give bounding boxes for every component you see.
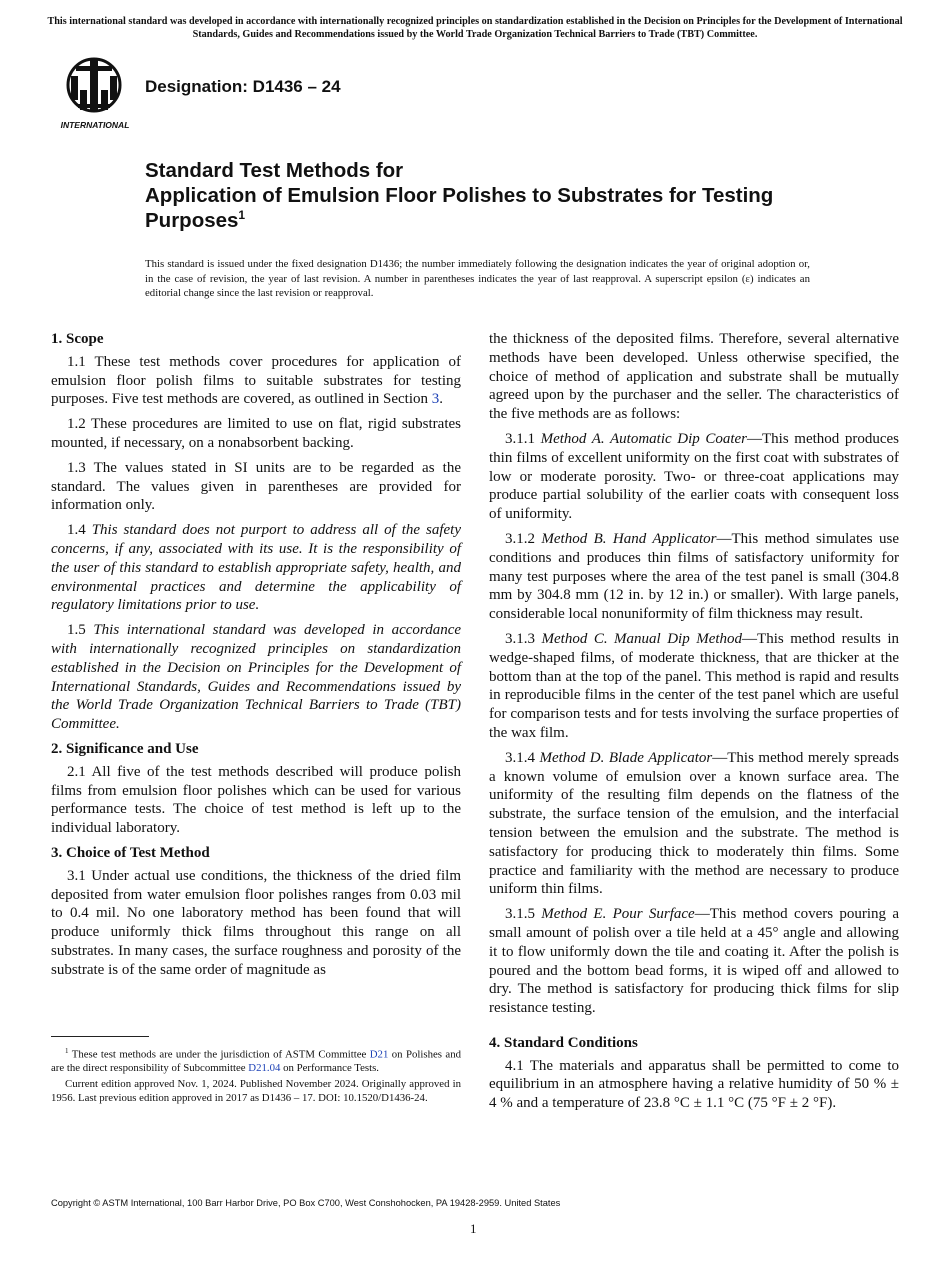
- section-heading-conditions: 4. Standard Conditions: [489, 1034, 638, 1051]
- paragraph-1-5: 1.5 This international standard was developed in accordance with internationally recognized principles on standardization established in the Decision on Principles for the Development of International Standards, Guides and Recommendations issued by the World Trade Organization Technical Barriers to Trade (TBT) Committee.: [51, 622, 462, 733]
- title-line-1: Standard Test Methods for: [145, 159, 404, 182]
- paragraph-4-1: 4.1 The materials and apparatus shall be permitted to come to equilibrium in an atmosphere having a relative humidity of 50 % ± 4 % and a temperature of 23.8 °C ± 1.1 °C (75 °F ± 2 °F).: [489, 1057, 899, 1112]
- paragraph-3-1-2: 3.1.2 Method B. Hand Applicator—This method simulates use conditions and produces thin films of satisfactory uniformity for many test purposes where the area of the test panel is small (304.8 mm by 304.8 mm (12 in. by 12 in.) or smaller). With large panels, considerable local nonuniformity of film thickness may result.: [489, 530, 899, 623]
- issued-note: This standard is issued under the fixed designation D1436; the number immediately following the designation indicates the year of original adoption or, in the case of revision, the year of last revision. A number in parentheses indicates the year of last reapproval. A superscript epsilon (ε) indicates an editorial change since the last revision or reapproval.: [145, 258, 810, 299]
- title-footnote-mark: 1: [238, 208, 246, 223]
- subcommittee-d21-04-link[interactable]: D21.04: [248, 1062, 281, 1074]
- section-heading-significance: 2. Significance and Use: [51, 740, 199, 757]
- section-heading-choice: 3. Choice of Test Method: [51, 844, 210, 861]
- paragraph-3-1-1: 3.1.1 Method A. Automatic Dip Coater—This method produces thin films of excellent uniformity on the first coat with substrates of low or moderate porosity. Two- or three-coat applications may produce partial solubility of the earlier coats with consequent loss of uniformity.: [489, 430, 900, 523]
- paragraph-2-1: 2.1 All five of the test methods described will produce polish films from emulsion floor polishes which can be used for various performance tests. The choice of test method is left up to the individual laboratory.: [51, 763, 461, 837]
- page-number: 1: [470, 1221, 477, 1236]
- designation: Designation: D1436 – 24: [145, 77, 341, 96]
- paragraph-3-1: 3.1 Under actual use conditions, the thickness of the dried film deposited from water emulsion floor polishes ranges from 0.03 mil to 0.4 mil. No one laboratory method has been found that will produce uniformly thick films throughout this range on all substrates. In many cases, the surface roughness and porosity of the substrate is of the same order of magnitude as: [51, 867, 461, 978]
- footnote-1: $^1$ These test methods are under the jurisdiction of ASTM Committee D21 on Polishes and are the direct responsibility of Subcommittee D21.04 on Performance Tests.: [51, 1047, 461, 1074]
- footnotes: [51, 1045, 461, 1108]
- paragraph-3-1-3: 3.1.3 Method C. Manual Dip Method—This method results in wedge-shaped films, of moderate thickness, that are thicker at the bottom than at the top of the panel. This method is rapid and results in reproducible films in the center of the test panel which are useful for comparison tests and for tests involving the surface properties of the wax film.: [489, 630, 899, 741]
- astm-logo: [54, 54, 136, 132]
- section-3-link[interactable]: 3: [431, 391, 440, 408]
- title-line-2: Application of Emulsion Floor Polishes to Substrates for Testing Purposes$^1$: [145, 184, 774, 232]
- paragraph-1-1: 1.1 These test methods cover procedures for application of emulsion floor polish films to suitable substrates for testing purposes. Five test methods are covered, as outlined in Section 3.: [51, 353, 461, 408]
- footnote-divider: [51, 1036, 149, 1037]
- left-column: [51, 330, 461, 986]
- section-heading-scope: 1. Scope: [51, 331, 104, 347]
- paragraph-1-3: 1.3 The values stated in SI units are to be regarded as the standard. The values given in parentheses are provided for information only.: [51, 459, 461, 514]
- tbt-notice: This international standard was developed in accordance with internationally recognized principles on standardization established in the Decision on Principles for the Development of International Standards, Guides and Recommendations issued by the World Trade Organization Technical Barriers to Trade (TBT) Committee.: [47, 16, 903, 40]
- document-title: [145, 158, 845, 233]
- paragraph-3-1-5: 3.1.5 Method E. Pour Surface—This method covers pouring a small amount of polish over a tile held at a 45° angle and allowing it to flow uniformly down the tile and coating it. After the polish is poured and the bottom bead forms, it is wiped off and allowed to dry. The method is satisfactory for producing thick films for slip resistance testing.: [489, 906, 899, 1017]
- committee-d21-link[interactable]: D21: [369, 1048, 389, 1061]
- paragraph-3-1-continued: the thickness of the deposited films. Therefore, several alternative methods have been developed. Unless otherwise specified, the choice of method of application and substrate shall be mutually agreed upon by the purchaser and the seller. The characteristics of the five methods are as follows:: [489, 331, 899, 423]
- paragraph-3-1-4: 3.1.4 Method D. Blade Applicator—This method merely spreads a known volume of emulsion over a known surface area. The uniformity of the resulting film depends on the flatness of the substrate, the surface tension of the emulsion, and the interfacial tension between the emulsion and the substrate. The method is satisfactory for producing thick to moderately thin films. Some practice and familiarity with the method are necessary to produce uniform thin films.: [489, 749, 900, 898]
- edition-note: Current edition approved Nov. 1, 2024. Published November 2024. Originally approved in 1956. Last previous edition approved in 2017 as D1436 – 17. DOI: 10.1520/D1436-24.: [51, 1078, 461, 1104]
- paragraph-1-4: 1.4 This standard does not purport to address all of the safety concerns, if any, associated with its use. It is the responsibility of the user of this standard to establish appropriate safety, health, and environmental practices and determine the applicability of regulatory limitations prior to use.: [51, 522, 462, 614]
- svg-text:INTERNATIONAL: INTERNATIONAL: [60, 120, 130, 130]
- paragraph-1-2: 1.2 These procedures are limited to use on flat, rigid substrates mounted, if necessary, on a nonabsorbent backing.: [51, 416, 461, 451]
- right-column: [489, 330, 899, 1119]
- copyright-line: Copyright © ASTM International, 100 Barr Harbor Drive, PO Box C700, West Conshohocken, PA 19428-2959. United States: [51, 1198, 561, 1208]
